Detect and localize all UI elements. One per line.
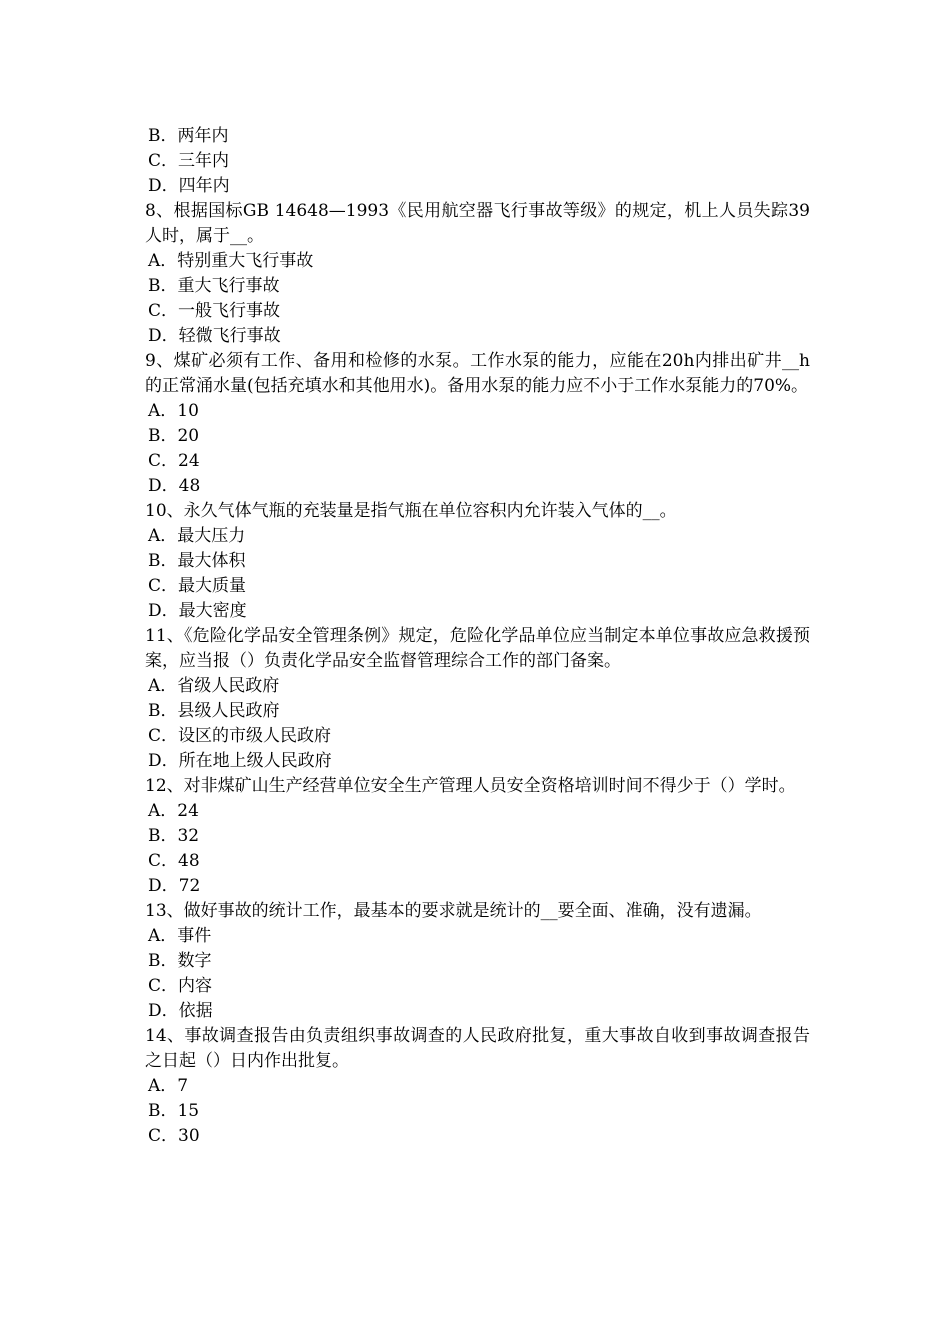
option-b: B．20: [148, 426, 200, 446]
question-text: 8、根据国标GB 14648—1993《民用航空器飞行事故等级》的规定，机上人员失踪39人时，属于__。: [145, 201, 810, 246]
option-a: A．特别重大飞行事故: [148, 251, 314, 271]
question-14: [145, 1024, 810, 1149]
option-a: A．事件: [148, 926, 212, 946]
question-text: 9、煤矿必须有工作、备用和检修的水泵。工作水泵的能力，应能在20h内排出矿井__h的正常涌水量(包括充填水和其他用水)。备用水泵的能力应不小于工作水泵能力的70%。: [145, 351, 810, 396]
option-d: D．72: [148, 876, 201, 896]
option-c: C．设区的市级人民政府: [148, 726, 332, 746]
question-text: 11、《危险化学品安全管理条例》规定，危险化学品单位应当制定本单位事故应急救援预案，应当报（）负责化学品安全监督管理综合工作的部门备案。: [145, 626, 810, 671]
option-a: A．24: [148, 801, 199, 821]
leading-options: [145, 124, 810, 199]
option-a: A．省级人民政府: [148, 676, 280, 696]
option-c: C．30: [148, 1126, 200, 1146]
question-12: [145, 774, 810, 899]
option-d: D．所在地上级人民政府: [148, 751, 332, 771]
option-b: B．最大体积: [148, 551, 246, 571]
option-d: D．48: [148, 476, 201, 496]
option-c: C．三年内: [148, 151, 230, 171]
question-8: [145, 199, 810, 349]
option-a: A．最大压力: [148, 526, 246, 546]
option-c: C．一般飞行事故: [148, 301, 281, 321]
option-b: B．15: [148, 1101, 200, 1121]
option-b: B．重大飞行事故: [148, 276, 280, 296]
option-b: B．县级人民政府: [148, 701, 280, 721]
option-a: A．7: [148, 1076, 189, 1096]
document-page: [145, 124, 810, 1149]
question-11: [145, 624, 810, 774]
option-c: C．最大质量: [148, 576, 247, 596]
question-text: 12、对非煤矿山生产经营单位安全生产管理人员安全资格培训时间不得少于（）学时。: [145, 776, 796, 796]
question-text: 10、永久气体气瓶的充装量是指气瓶在单位容积内允许装入气体的__。: [145, 501, 677, 521]
question-10: [145, 499, 810, 624]
option-b: B．两年内: [148, 126, 229, 146]
option-c: C．内容: [148, 976, 213, 996]
question-text: 13、做好事故的统计工作，最基本的要求就是统计的__要全面、准确，没有遗漏。: [145, 901, 762, 921]
option-d: D．轻微飞行事故: [148, 326, 281, 346]
option-c: C．48: [148, 851, 200, 871]
question-9: [145, 349, 810, 499]
option-b: B．32: [148, 826, 200, 846]
question-text: 14、事故调查报告由负责组织事故调查的人民政府批复，重大事故自收到事故调查报告之日起（）日内作出批复。: [145, 1026, 810, 1071]
question-13: [145, 899, 810, 1024]
option-d: D．四年内: [148, 176, 230, 196]
option-d: D．最大密度: [148, 601, 247, 621]
option-a: A．10: [148, 401, 199, 421]
option-c: C．24: [148, 451, 200, 471]
option-d: D．依据: [148, 1001, 213, 1021]
option-b: B．数字: [148, 951, 212, 971]
